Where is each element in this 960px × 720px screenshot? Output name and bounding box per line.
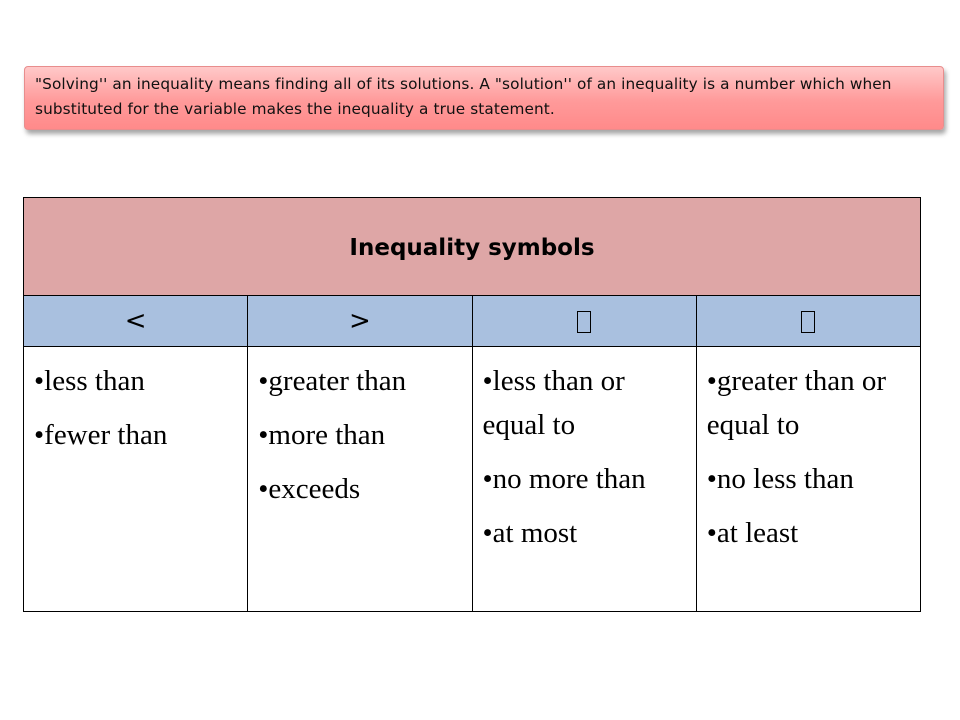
phrases-greater-or-equal [696,347,920,612]
list-item: • at least [707,511,910,555]
list-item: • no more than [483,457,686,501]
table-title: Inequality symbols [24,198,921,296]
symbol-greater-than: > [248,296,472,347]
list-item: • more than [258,413,461,457]
phrases-greater-than [248,347,472,612]
phrases-less-or-equal [472,347,696,612]
symbol-less-than: < [24,296,248,347]
inequality-symbols-table [23,197,921,612]
symbol-less-or-equal [472,296,696,347]
phrases-row [24,347,921,612]
definition-text: "Solving'' an inequality means finding all of its solutions. A "solution'' of an inequality is a number which when substituted for the variable makes the inequality a true statement. [35,75,892,118]
list-item: • fewer than [34,413,237,457]
table-title-row [24,198,921,296]
list-item: • greater than [258,359,461,403]
list-item: • less than or equal to [483,359,686,447]
missing-glyph-box-icon [577,311,591,333]
definition-callout [24,66,944,130]
phrases-less-than [24,347,248,612]
list-item: • less than [34,359,237,403]
list-item: • no less than [707,457,910,501]
symbol-row [24,296,921,347]
list-item: • exceeds [258,467,461,511]
list-item: • greater than or equal to [707,359,910,447]
symbol-greater-or-equal [696,296,920,347]
missing-glyph-box-icon [801,311,815,333]
list-item: • at most [483,511,686,555]
